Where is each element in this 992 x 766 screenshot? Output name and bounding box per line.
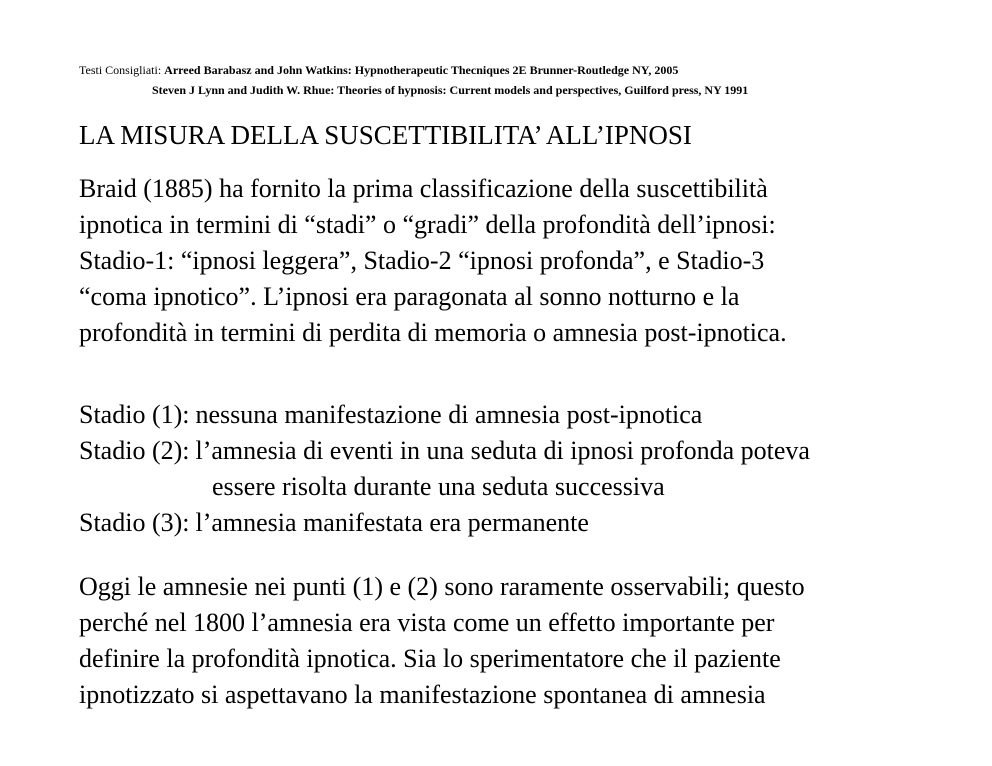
page-title: LA MISURA DELLA SUSCETTIBILITA’ ALL’IPNOSI	[79, 120, 692, 150]
references-label: Testi Consigliati:	[79, 63, 162, 77]
stages-list	[79, 397, 979, 541]
paragraph-line: Braid (1885) ha fornito la prima classificazione della suscettibilità	[79, 174, 768, 203]
paragraph-braid	[79, 171, 979, 351]
reference-1-text: Arreed Barabasz and John Watkins: Hypnotherapeutic Thecniques 2E Brunner-Routledge NY, 2005	[164, 63, 679, 77]
stage-item	[79, 397, 979, 433]
stage-text: l’amnesia di eventi in una seduta di ipnosi profonda poteva	[195, 436, 810, 465]
stage-text: l’amnesia manifestata era permanente	[195, 508, 589, 537]
paragraph-line: definire la profondità ipnotica. Sia lo sperimentatore che il paziente	[79, 644, 781, 673]
stage-item	[79, 505, 979, 541]
paragraph-line: profondità in termini di perdita di memoria o amnesia post-ipnotica.	[79, 318, 787, 347]
stage-label: Stadio (2):	[79, 436, 190, 465]
stage-text: nessuna manifestazione di amnesia post-ipnotica	[195, 400, 703, 429]
paragraph-line: Stadio-1: “ipnosi leggera”, Stadio-2 “ipnosi profonda”, e Stadio-3	[79, 246, 765, 275]
paragraph-today	[79, 569, 979, 713]
stage-item	[79, 433, 979, 469]
stage-label: Stadio (1):	[79, 400, 190, 429]
reference-1	[79, 60, 979, 80]
paragraph-line: ipnotizzato si aspettavano la manifestazione spontanea di amnesia	[79, 680, 766, 709]
paragraph-line: perché nel 1800 l’amnesia era vista come un effetto importante per	[79, 608, 775, 637]
stage-text-continuation: essere risolta durante una seduta successiva	[212, 472, 665, 501]
references	[79, 60, 979, 100]
paragraph-line: “coma ipnotico”. L’ipnosi era paragonata al sonno notturno e la	[79, 282, 740, 311]
reference-2-text: Steven J Lynn and Judith W. Rhue: Theories of hypnosis: Current models and perspectives, Guilford press, NY 1991	[152, 83, 749, 97]
paragraph-line: Oggi le amnesie nei punti (1) e (2) sono raramente osservabili; questo	[79, 572, 805, 601]
stage-label: Stadio (3):	[79, 508, 190, 537]
paragraph-line: ipnotica in termini di “stadi” o “gradi” della profondità dell’ipnosi:	[79, 210, 776, 239]
